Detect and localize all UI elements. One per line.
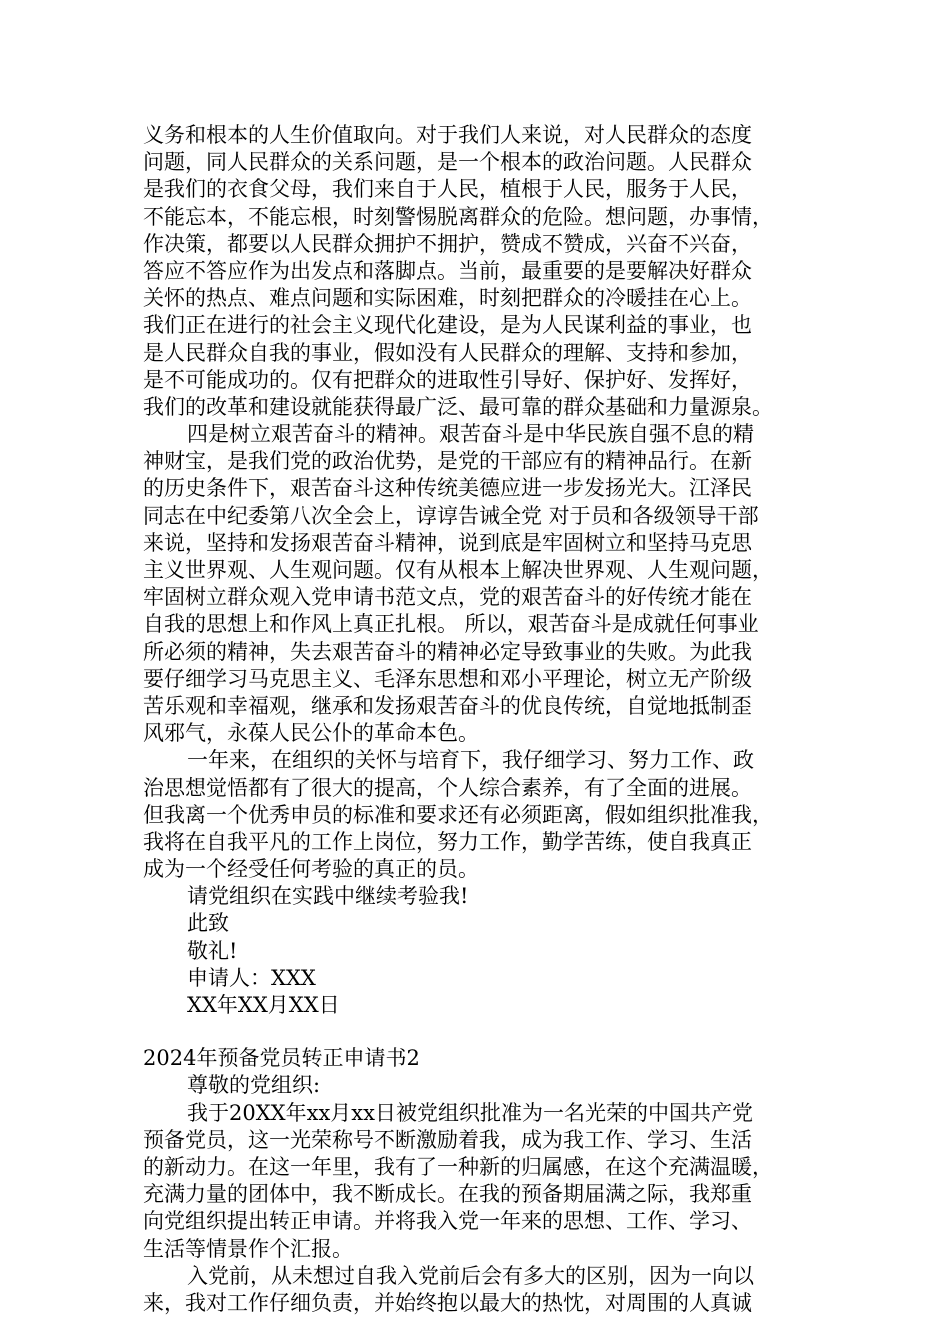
text-line: 治思想觉悟都有了很大的提高，个人综合素养，有了全面的进展。: [143, 775, 752, 800]
text-line: 是人民群众自我的事业，假如没有人民群众的理解、支持和参加，: [143, 340, 752, 365]
text-line: 问题，同人民群众的关系问题，是一个根本的政治问题。人民群众: [143, 150, 752, 175]
text-line: 的新动力。在这一年里，我有了一种新的归属感，在这个充满温暖，: [143, 1154, 773, 1179]
text-line: 神财宝，是我们党的政治优势，是党的干部应有的精神品行。在新: [143, 449, 752, 474]
text-line: 向党组织提出转正申请。并将我入党一年来的思想、工作、学习、: [143, 1209, 752, 1234]
text-line: 是不可能成功的。仅有把群众的进取性引导好、保护好、发挥好，: [143, 367, 752, 392]
text-line: 来，我对工作仔细负责，并始终抱以最大的热忱，对周围的人真诚: [143, 1290, 752, 1315]
text-line: 我们的改革和建设就能获得最广泛、最可靠的群众基础和力量源泉。: [143, 394, 773, 419]
text-line: 苦乐观和幸福观，继承和发扬艰苦奋斗的优良传统，自觉地抵制歪: [143, 693, 752, 718]
closing-cizhi: 此致: [187, 911, 229, 936]
text-line: 成为一个经受任何考验的真正的员。: [143, 857, 479, 882]
text-line: 充满力量的团体中，我不断成长。在我的预备期届满之际，我郑重: [143, 1182, 752, 1207]
paragraph-year-summary: [143, 747, 813, 883]
paragraph-serve-people: [143, 122, 813, 421]
text-line: 预备党员，这一光荣称号不断激励着我，成为我工作、学习、生活: [143, 1127, 752, 1152]
section-gap: [143, 1019, 813, 1045]
text-line: 的历史条件下，艰苦奋斗这种传统美德应进一步发扬光大。江泽民: [143, 476, 752, 501]
text-line: 关怀的热点、难点问题和实际困难，时刻把群众的冷暖挂在心上。: [143, 286, 752, 311]
text-line: 风邪气，永葆人民公仆的革命本色。: [143, 721, 479, 746]
text-line: 四是树立艰苦奋斗的精神。艰苦奋斗是中华民族自强不息的精: [187, 422, 754, 447]
closing-request: 请党组织在实践中继续考验我!: [187, 884, 469, 909]
text-line: 牢固树立群众观入党申请书范文点，党的艰苦奋斗的好传统才能在: [143, 585, 752, 610]
paragraph-hard-work: [143, 421, 813, 747]
text-line: 是我们的衣食父母，我们来自于人民，植根于人民，服务于人民，: [143, 177, 752, 202]
text-line: 生活等情景作个汇报。: [143, 1236, 353, 1261]
text-line: 同志在中纪委第八次全会上，谆谆告诫全党 对于员和各级领导干部: [143, 503, 759, 528]
closing-jingli: 敬礼!: [187, 938, 238, 963]
text-line: 答应不答应作为出发点和落脚点。当前，最重要的是要解决好群众: [143, 258, 752, 283]
text-line: 不能忘本，不能忘根，时刻警惕脱离群众的危险。想问题，办事情，: [143, 204, 773, 229]
paragraph-approval: [143, 1100, 813, 1263]
text-line: 作决策，都要以人民群众拥护不拥护，赞成不赞成，兴奋不兴奋，: [143, 231, 752, 256]
text-line: 我于20XX年xx月xx日被党组织批准为一名光荣的中国共产党: [187, 1100, 753, 1125]
text-line: 来说，坚持和发扬艰苦奋斗精神，说到底是牢固树立和坚持马克思: [143, 530, 752, 555]
salutation: 尊敬的党组织:: [187, 1073, 321, 1098]
paragraph-before-joining: [143, 1263, 813, 1317]
applicant-name: 申请人：XXX: [187, 965, 316, 990]
application-date: XX年XX月XX日: [187, 993, 340, 1017]
text-line: 主义世界观、人生观问题。仅有从根本上解决世界观、人生观问题，: [143, 558, 773, 582]
text-line: 我们正在进行的社会主义现代化建设，是为人民谋利益的事业，也: [143, 313, 752, 338]
document-page: [143, 122, 813, 1317]
text-line: 要仔细学习马克思主义、毛泽东思想和邓小平理论，树立无产阶级: [143, 666, 752, 691]
text-line: 但我离一个优秀申员的标准和要求还有必须距离，假如组织批准我，: [143, 802, 773, 827]
text-line: 所必须的精神，失去艰苦奋斗的精神必定导致事业的失败。为此我: [143, 639, 752, 664]
closing-block: [143, 883, 813, 1019]
text-line: 一年来，在组织的关怀与培育下，我仔细学习、努力工作、政: [187, 748, 754, 773]
section-heading: 2024年预备党员转正申请书2: [143, 1046, 420, 1071]
text-line: 入党前，从未想过自我入党前后会有多大的区别，因为一向以: [187, 1263, 754, 1288]
text-line: 我将在自我平凡的工作上岗位，努力工作，勤学苦练，使自我真正: [143, 829, 752, 854]
text-line: 义务和根本的人生价值取向。对于我们人来说，对人民群众的态度: [143, 123, 752, 147]
text-line: 自我的思想上和作风上真正扎根。 所以，艰苦奋斗是成就任何事业: [143, 612, 759, 637]
